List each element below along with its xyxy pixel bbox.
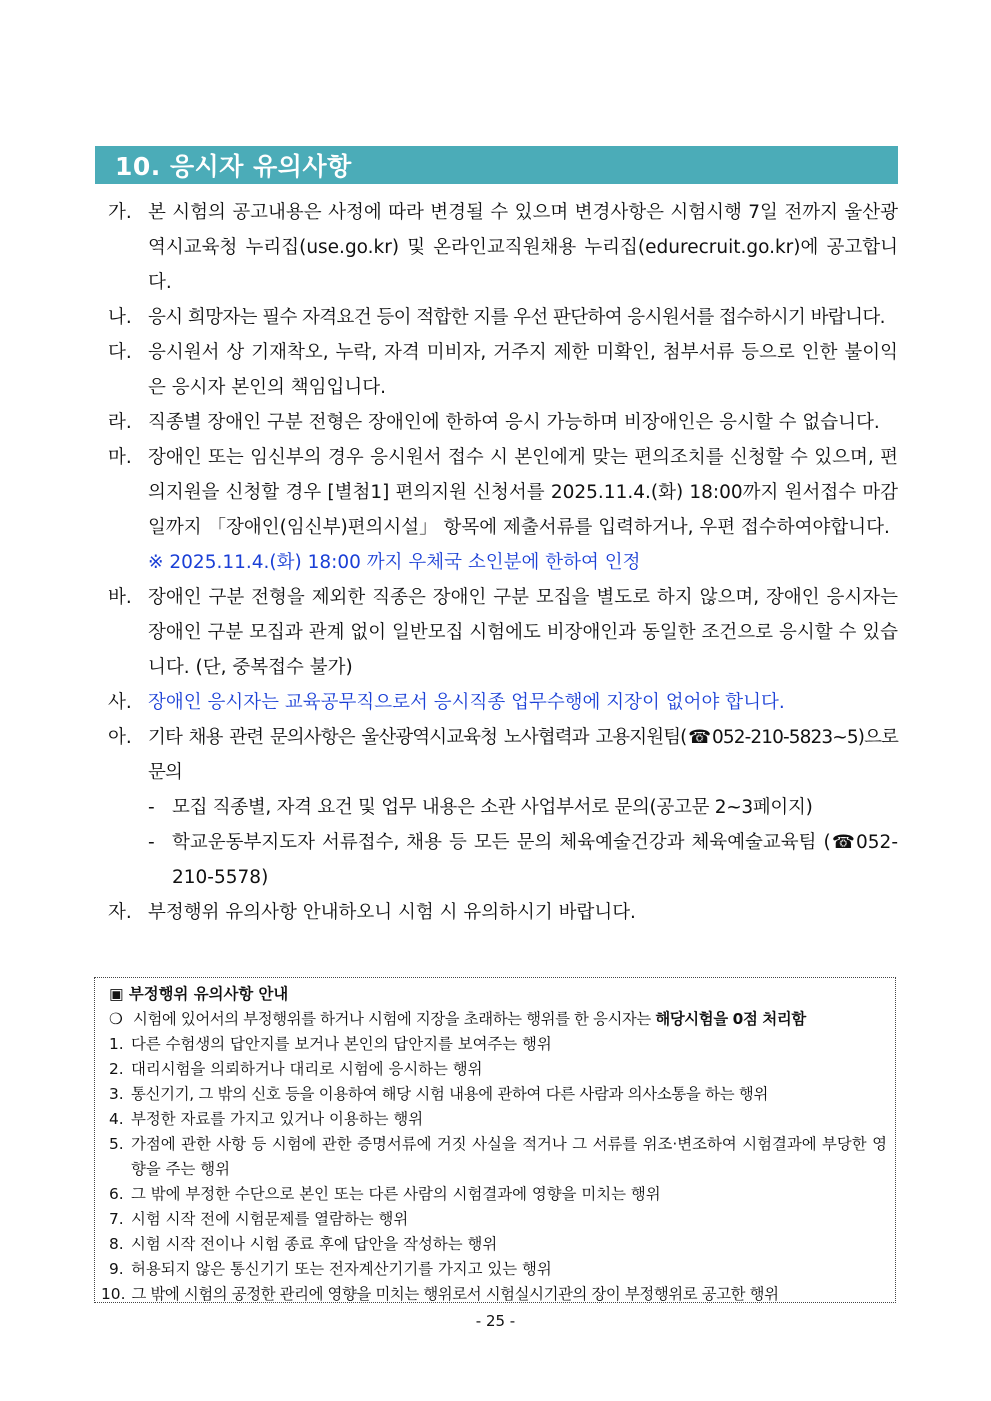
item-marker: 바. [108,587,132,608]
notice-item [108,335,898,405]
intro-bold-text: 해당시험을 0점 처리함 [655,1010,806,1028]
item-marker: 사. [108,692,132,713]
box-list-item [109,1132,887,1182]
sub-item [108,825,898,895]
item-text: 기타 채용 관련 문의사항은 울산광역시교육청 노사협력과 고용지원팀(☎052-210-5823~5)으로 문의 [148,727,898,783]
section-header [95,146,898,184]
sub-dash: - [148,797,155,818]
item-marker: 가. [108,202,132,223]
notice-item [108,720,898,790]
section-title: 10. 응시자 유의사항 [115,152,352,181]
item-marker: 라. [108,412,132,433]
box-item-num: 10. [101,1285,126,1303]
notice-item [108,440,898,545]
item-text: 장애인 또는 임신부의 경우 응시원서 접수 시 본인에게 맞는 편의조치를 신청할 수 있으며, 편의지원을 신청할 경우 [별첨1] 편의지원 신청서를 2025.11.4.(화) 18:00까지 원서접수 마감일까지 「장애인(임신부)편의시설」 항목에 제출서류를 입력하거나, 우편 접수하여야합니다. [148,447,898,538]
sub-text: 학교운동부지도자 서류접수, 채용 등 모든 문의 체육예술건강과 체육예술교육팀 (☎052-210-5578) [172,832,898,888]
item-text: 장애인 응시자는 교육공무직으로서 응시직종 업무수행에 지장이 없어야 합니다. [148,692,785,713]
intro-text: 시험에 있어서의 부정행위를 하거나 시험에 지장을 초래하는 행위를 한 응시자는 [133,1010,651,1028]
item-marker: 마. [108,447,132,468]
box-item-num: 6. [109,1185,124,1203]
sub-text: 모집 직종별, 자격 요건 및 업무 내용은 소관 사업부서로 문의(공고문 2~3페이지) [172,797,813,818]
item-text: 부정행위 유의사항 안내하오니 시험 시 유의하시기 바랍니다. [148,902,636,923]
box-item-text: 부정한 자료를 가지고 있거나 이용하는 행위 [131,1110,424,1128]
notice-list [108,195,898,930]
sub-item [108,790,898,825]
item-text: 직종별 장애인 구분 전형은 장애인에 한하여 응시 가능하며 비장애인은 응시할 수 없습니다. [148,412,880,433]
box-item-num: 1. [109,1035,124,1053]
box-item-text: 시험 시작 전에 시험문제를 열람하는 행위 [131,1210,409,1228]
notice-item [108,405,898,440]
box-item-text: 시험 시작 전이나 시험 종료 후에 답안을 작성하는 행위 [131,1235,498,1253]
circle-bullet-icon: ❍ [109,1010,123,1028]
item-text: 본 시험의 공고내용은 사정에 따라 변경될 수 있으며 변경사항은 시험시행 7일 전까지 울산광역시교육청 누리집(use.go.kr) 및 온라인교직원채용 누리집(edurecruit.go.kr)에 공고합니다. [148,202,898,293]
box-item-num: 5. [109,1135,124,1153]
box-item-num: 2. [109,1060,124,1078]
item-marker: 다. [108,342,132,363]
box-list-item [109,1232,887,1257]
box-item-num: 7. [109,1210,124,1228]
box-intro [109,1007,887,1032]
box-title: ▣ 부정행위 유의사항 안내 [109,985,289,1003]
box-list-item [101,1282,887,1307]
notice-item [108,685,898,720]
notice-item [108,300,898,335]
box-list-item [109,1207,887,1232]
box-item-num: 9. [109,1260,124,1278]
box-item-text: 대리시험을 의뢰하거나 대리로 시험에 응시하는 행위 [131,1060,483,1078]
sub-dash: - [148,832,155,853]
notice-item [108,580,898,685]
box-list-item [109,1182,887,1207]
box-item-text: 통신기기, 그 밖의 신호 등을 이용하여 해당 시험 내용에 관하여 다른 사람과 의사소통을 하는 행위 [131,1085,769,1103]
item-text: 응시 희망자는 필수 자격요건 등이 적합한 지를 우선 판단하여 응시원서를 접수하시기 바랍니다. [148,307,885,328]
box-list-item [109,1257,887,1282]
box-list-item [109,1082,887,1107]
item-note: ※ 2025.11.4.(화) 18:00 까지 우체국 소인분에 한하여 인정 [148,552,641,573]
box-item-num: 4. [109,1110,124,1128]
box-item-text: 허용되지 않은 통신기기 또는 전자계산기기를 가지고 있는 행위 [131,1260,552,1278]
notice-item [108,195,898,300]
item-text: 장애인 구분 전형을 제외한 직종은 장애인 구분 모집을 별도로 하지 않으며, 장애인 응시자는 장애인 구분 모집과 관계 없이 일반모집 시험에도 비장애인과 동일한 조건으로 응시할 수 있습니다. (단, 중복접수 불가) [148,587,898,678]
box-list-item [109,1032,887,1057]
box-item-num: 3. [109,1085,124,1103]
page-number: - 25 - [475,1312,516,1330]
box-item-text: 그 밖에 부정한 수단으로 본인 또는 다른 사람의 시험결과에 영향을 미치는 행위 [131,1185,661,1203]
box-list-item [109,1057,887,1082]
box-list-item [109,1107,887,1132]
item-marker: 아. [108,727,132,748]
box-item-text: 가점에 관한 사항 등 시험에 관한 증명서류에 거짓 사실을 적거나 그 서류를 위조‧변조하여 시험결과에 부당한 영향을 주는 행위 [131,1135,887,1178]
box-item-text: 다른 수험생의 답안지를 보거나 본인의 답안지를 보여주는 행위 [131,1035,552,1053]
box-intro-text [133,1007,806,1032]
item-marker: 나. [108,307,132,328]
notice-item [108,895,898,930]
box-item-text: 그 밖에 시험의 공정한 관리에 영향을 미치는 행위로서 시험실시기관의 장이 부정행위로 공고한 행위 [131,1285,779,1303]
item-text: 응시원서 상 기재착오, 누락, 자격 미비자, 거주지 제한 미확인, 첨부서류 등으로 인한 불이익은 응시자 본인의 책임입니다. [148,342,898,398]
misconduct-notice-box [94,977,896,1303]
box-item-num: 8. [109,1235,124,1253]
item-marker: 자. [108,902,132,923]
